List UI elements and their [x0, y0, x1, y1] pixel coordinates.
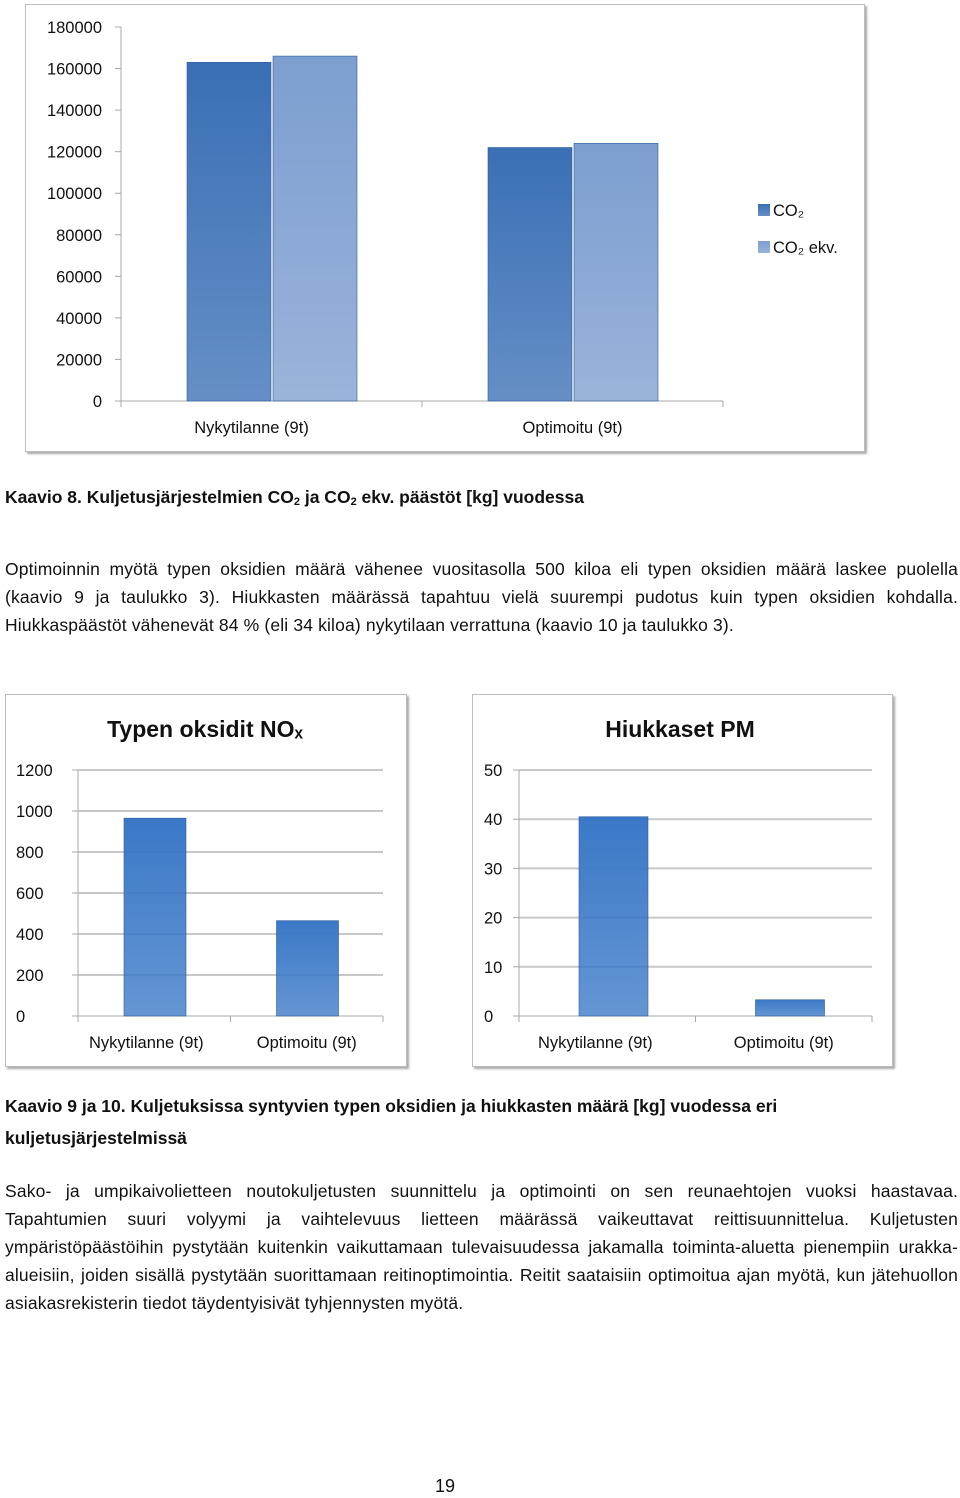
paragraph-emissions: Optimoinnin myötä typen oksidien määrä vähenee vuositasolla 500 kiloa eli typen oksidien määrä laskee puolella (kaavio 9 ja taulukko 3). Hiukkasten määrässä tapahtuu vielä suurempi pudotus kuin typen oksidien kohdalla. Hiukkaspäästöt vähenevät 84 % (eli 34 kiloa) nykytilaan verrattuna (kaavio 10 ja taulukko 3).: [5, 559, 958, 635]
y-tick-label: 80000: [56, 226, 102, 245]
y-tick-label: 30: [484, 860, 503, 879]
x-category-label: Optimoitu (9t): [522, 419, 623, 437]
y-tick-label: 10: [484, 958, 503, 977]
y-tick-label: 0: [16, 1008, 26, 1026]
bar: [574, 143, 658, 401]
caption-co2-part2: ja CO: [299, 487, 351, 507]
co2-chart-svg: [26, 5, 864, 451]
pm-chart-svg: [473, 695, 892, 1066]
co2-chart: [25, 4, 865, 452]
y-tick-label: 40000: [56, 309, 102, 328]
x-category-label: Nykytilanne (9t): [194, 419, 309, 437]
bar: [488, 148, 572, 401]
y-tick-label: 20: [484, 909, 503, 928]
caption-co2-sub1: 2: [293, 496, 300, 508]
caption-nox-pm: Kaavio 9 ja 10. Kuljetuksissa syntyvien typen oksidien ja hiukkasten määrä [kg] vuodessa eri kuljetusjärjestelmissä: [5, 1096, 778, 1148]
legend-swatch: [758, 204, 770, 216]
y-tick-label: 400: [16, 926, 44, 944]
y-tick-label: 180000: [46, 19, 102, 37]
caption-co2-part3: ekv. päästöt [kg] vuodessa: [356, 487, 584, 507]
chart-title: Hiukkaset PM: [605, 716, 755, 742]
y-tick-label: 20000: [56, 351, 102, 370]
y-tick-label: 800: [16, 844, 44, 862]
bar: [187, 62, 271, 401]
nox-chart-svg: [6, 695, 406, 1066]
y-tick-label: 160000: [46, 60, 102, 79]
y-tick-label: 100000: [46, 185, 102, 204]
bar: [579, 817, 648, 1016]
y-tick-label: 200: [16, 967, 44, 985]
y-tick-label: 60000: [56, 268, 102, 287]
caption-co2: [5, 481, 584, 518]
y-tick-label: 0: [484, 1008, 494, 1026]
y-tick-label: 140000: [46, 102, 102, 121]
chart-title: Typen oksidit NOₓ: [107, 716, 303, 742]
x-category-label: Optimoitu (9t): [256, 1034, 357, 1052]
y-tick-label: 1000: [16, 803, 53, 821]
bar: [124, 818, 186, 1016]
caption-co2-sub2: 2: [350, 496, 357, 508]
legend-label: CO₂: [773, 202, 805, 220]
caption-co2-part1: Kaavio 8. Kuljetusjärjestelmien CO: [5, 487, 294, 507]
y-tick-label: 40: [484, 811, 503, 830]
y-tick-label: 0: [92, 393, 102, 411]
legend-label: CO₂ ekv.: [773, 239, 838, 257]
y-tick-label: 1200: [16, 762, 53, 780]
y-tick-label: 50: [484, 762, 503, 780]
nox-chart: [5, 694, 407, 1067]
paragraph-planning: Sako- ja umpikaivolietteen noutokuljetusten suunnittelu ja optimointi on sen reunaehtojen vuoksi haastavaa. Tapahtumien suuri volyymi ja vaihtelevuus lietteen määrässä vaikeuttavat reittisuunnittelua. Kuljetusten ympäristöpäästöihin pystytään kuitenkin vaikuttamaan tulevaisuudessa jakamalla toiminta-aluetta pienempiin urakka-alueisiin, joiden sisällä pystytään suorittamaan reitinoptimointia. Reitit saataisiin optimoitua ajan myötä, kun jätehuollon asiakasrekisterin tiedot täydentyisivät tyhjennysten myötä.: [5, 1181, 958, 1313]
y-tick-label: 600: [16, 885, 44, 903]
page-number: 19: [434, 1476, 456, 1496]
pm-chart: [472, 694, 893, 1067]
bar: [756, 1000, 825, 1016]
x-category-label: Nykytilanne (9t): [88, 1034, 204, 1052]
bar: [273, 56, 357, 401]
x-category-label: Nykytilanne (9t): [537, 1034, 653, 1052]
legend-swatch: [758, 241, 770, 253]
bar: [277, 921, 339, 1016]
x-category-label: Optimoitu (9t): [733, 1034, 834, 1052]
y-tick-label: 120000: [46, 143, 102, 162]
